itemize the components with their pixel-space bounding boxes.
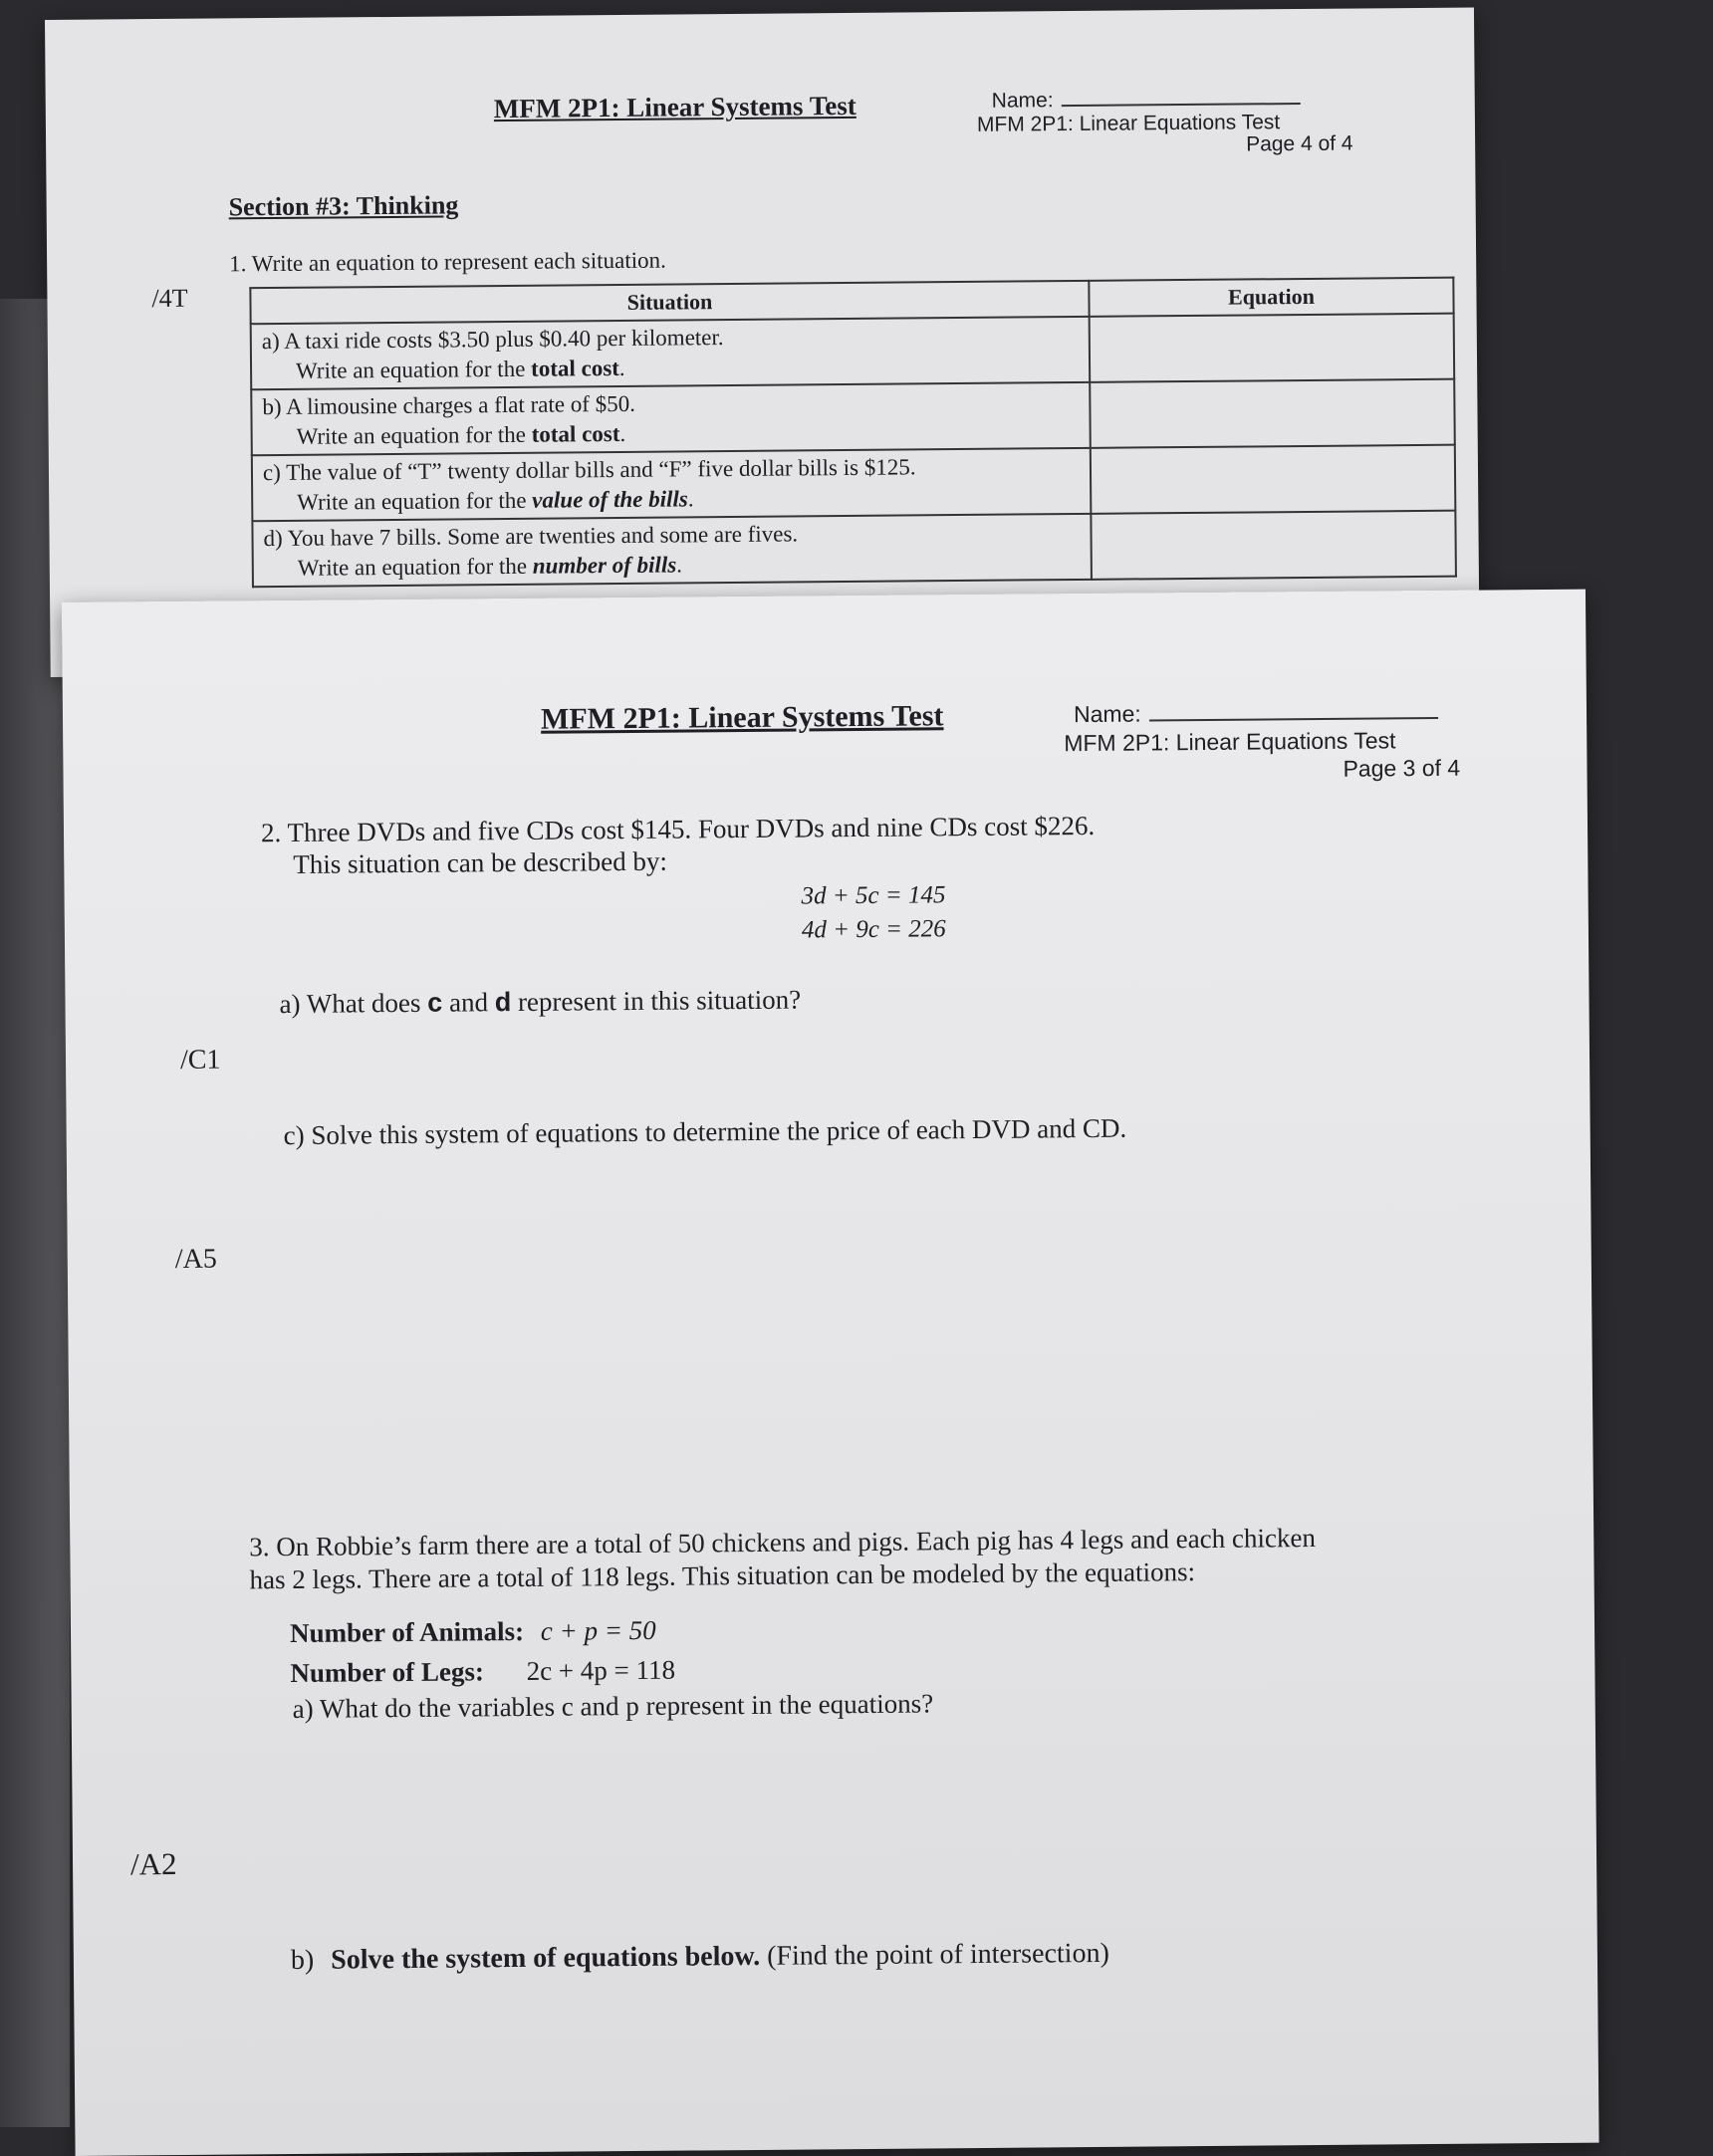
situation-line-2: Write an equation for the [297, 553, 533, 581]
back-subtitle: MFM 2P1: Linear Equations Test [976, 111, 1281, 136]
question-3-line-1: 3. On Robbie’s farm there are a total of 50 chickens and pigs. Each pig has 4 legs and each chicken [249, 1523, 1317, 1562]
question-1-prompt: 1. Write an equation to represent each situation. [229, 247, 666, 277]
situation-period: . [618, 355, 625, 380]
equation-answer-cell[interactable] [1090, 379, 1455, 448]
animals-equation: c + p = 50 [540, 1614, 656, 1646]
question-2a-prompt [279, 985, 801, 1021]
front-subtitle: MFM 2P1: Linear Equations Test [1064, 727, 1396, 757]
situation-line-1: A taxi ride costs $3.50 plus $0.40 per kilometer. [284, 325, 724, 354]
back-name-field [992, 87, 1301, 114]
row-letter: d) [263, 525, 283, 552]
section-heading: Section #3: Thinking [228, 190, 459, 222]
situation-emphasis: total cost [531, 420, 620, 447]
back-page-title: MFM 2P1: Linear Systems Test [493, 90, 856, 124]
question-2-equation-2: 4d + 9c = 226 [801, 915, 946, 944]
question-3b-rest: (Find the point of intersection) [759, 1937, 1109, 1972]
marks-question-3a: /A2 [129, 1846, 177, 1882]
question-2-line-2: This situation can be described by: [293, 845, 668, 879]
situation-cell [252, 514, 1092, 587]
variable-d: d [494, 987, 512, 1018]
situation-line-2: Write an equation for the [297, 487, 533, 515]
front-test-page [62, 590, 1599, 2156]
front-name-line [1149, 717, 1438, 722]
front-page-number: Page 3 of 4 [1343, 754, 1461, 782]
front-page-title: MFM 2P1: Linear Systems Test [540, 699, 944, 736]
table-row [251, 314, 1455, 390]
table-row [251, 379, 1455, 456]
animals-label: Number of Animals: [289, 1615, 525, 1649]
situation-emphasis: total cost [530, 355, 619, 381]
question-2-line-1: 2. Three DVDs and five CDs cost $145. Four DVDs and nine CDs cost $226. [260, 810, 1096, 848]
back-page-number: Page 4 of 4 [1246, 131, 1353, 156]
column-header-equation: Equation [1089, 278, 1453, 317]
question-3b-letter: b) [290, 1944, 315, 1977]
row-letter: b) [262, 393, 282, 420]
table-row [252, 511, 1456, 588]
variable-c: c [427, 987, 443, 1018]
question-2-equation-1: 3d + 5c = 145 [801, 881, 946, 910]
situation-cell [252, 448, 1092, 521]
front-name-field [1074, 698, 1438, 728]
situation-line-2: Write an equation for the [296, 421, 532, 449]
question-2c-prompt: c) Solve this system of equations to determine the price of each DVD and CD. [283, 1112, 1127, 1151]
question-2a-text-start: a) What does [279, 987, 428, 1020]
front-name-label: Name: [1073, 700, 1141, 728]
situation-period: . [619, 420, 626, 446]
situation-line-1: A limousine charges a flat rate of $50. [285, 390, 636, 419]
equation-answer-cell[interactable] [1091, 445, 1456, 514]
situation-period: . [687, 486, 694, 512]
situation-cell [251, 317, 1091, 389]
question-3b-bold-text: Solve the system of equations below. [331, 1940, 761, 1976]
animals-equation-row [290, 1613, 656, 1650]
situation-line-2: Write an equation for the [295, 356, 532, 383]
situation-emphasis: number of bills [532, 552, 677, 579]
row-letter: c) [262, 459, 281, 486]
table-row [252, 445, 1456, 522]
equation-answer-cell[interactable] [1090, 314, 1455, 382]
equation-answer-cell[interactable] [1091, 511, 1456, 580]
row-letter: a) [261, 328, 280, 355]
equation-table [249, 277, 1457, 589]
column-header-situation: Situation [250, 281, 1089, 324]
back-name-label: Name: [991, 89, 1054, 113]
marks-question-2a: /C1 [179, 1044, 221, 1076]
question-3-line-2: has 2 legs. There are a total of 118 legs. This situation can be modeled by the equations: [249, 1557, 1196, 1595]
back-name-line [1062, 103, 1301, 107]
question-3b-prompt [291, 1938, 1109, 1977]
legs-label: Number of Legs: [290, 1656, 484, 1689]
back-test-page [45, 7, 1480, 676]
question-2a-text-mid: and [442, 987, 495, 1018]
legs-equation: 2c + 4p = 118 [526, 1654, 676, 1686]
situation-line-1: You have 7 bills. Some are twenties and some are fives. [287, 521, 799, 551]
situation-emphasis: value of the bills [532, 486, 688, 513]
situation-cell [251, 382, 1091, 455]
question-2a-text-end: represent in this situation? [511, 984, 802, 1018]
legs-equation-row [290, 1655, 675, 1689]
question-3a-prompt: a) What do the variables c and p represent in the equations? [292, 1688, 934, 1725]
marks-question-2c: /A5 [174, 1243, 217, 1276]
situation-period: . [676, 552, 683, 578]
situation-line-1: The value of “T” twenty dollar bills and “F” five dollar bills is $125. [286, 454, 916, 485]
marks-question-1: /4T [151, 283, 188, 314]
